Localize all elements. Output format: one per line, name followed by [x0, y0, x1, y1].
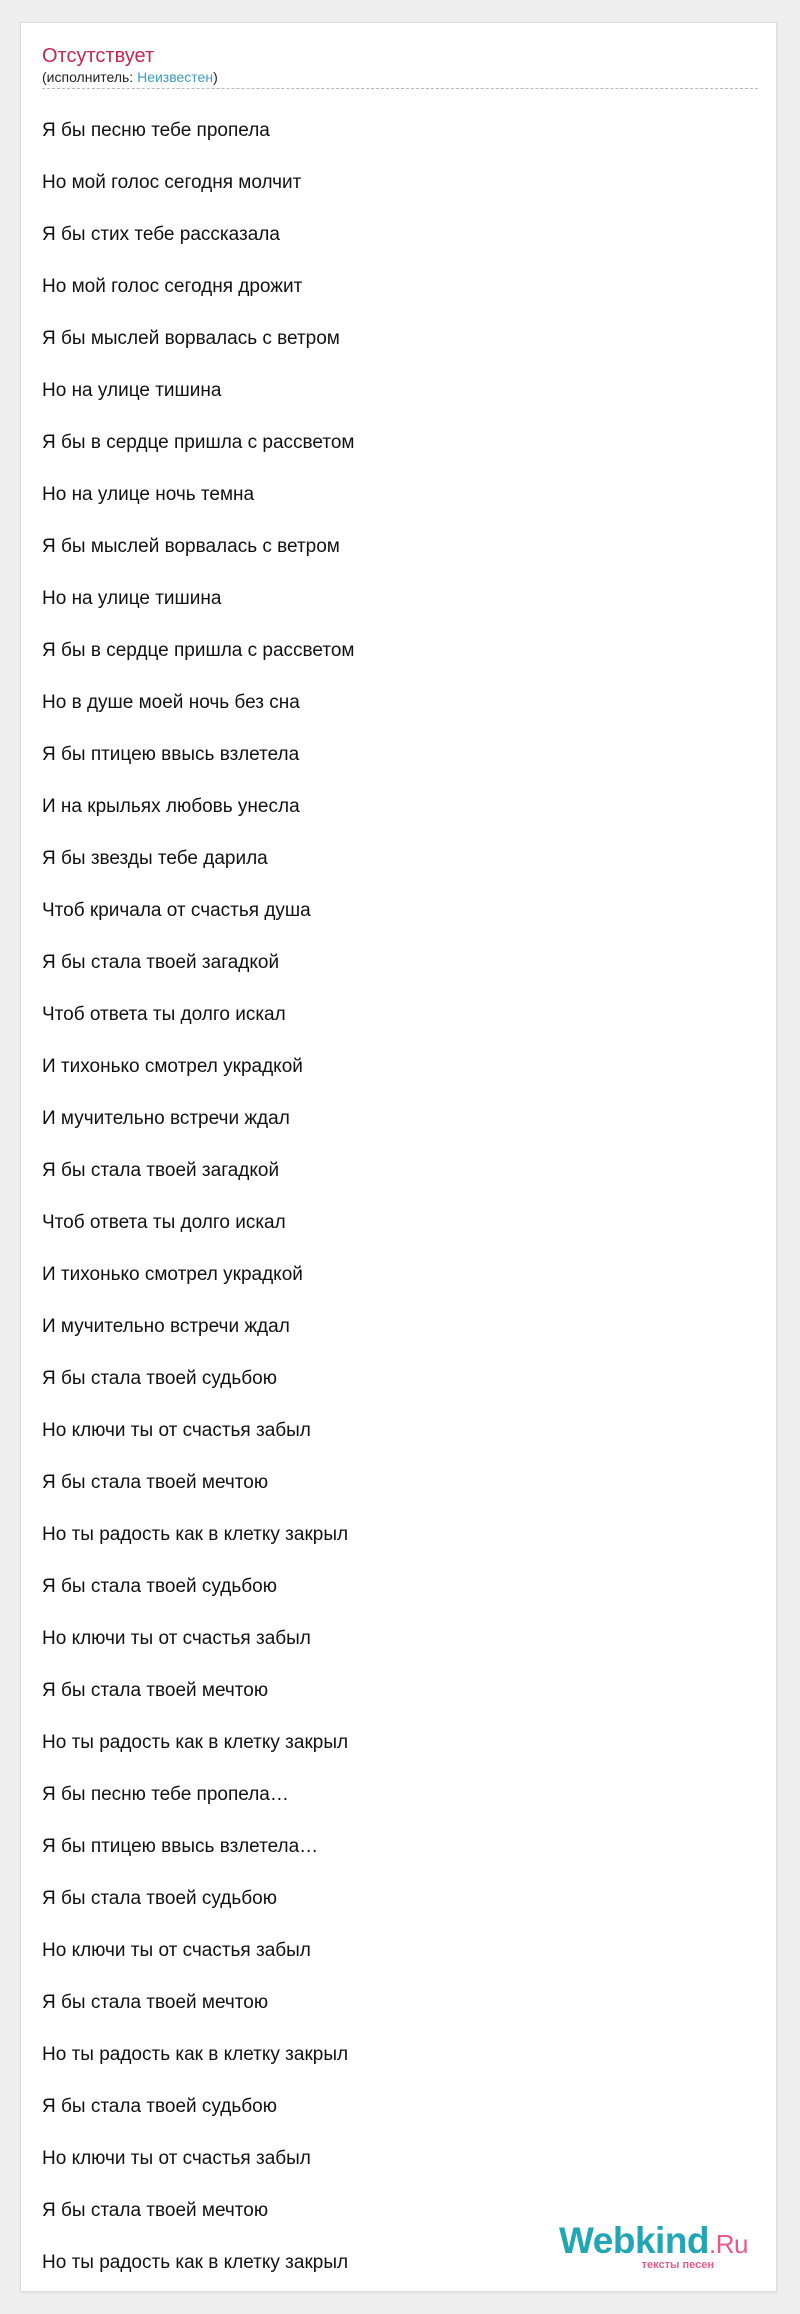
lyric-line: И мучительно встречи ждал [42, 1316, 290, 1337]
lyric-line: Я бы стала твоей судьбою [42, 2096, 277, 2117]
lyric-line: Чтоб ответа ты долго искал [42, 1004, 286, 1025]
lyric-line: И тихонько смотрел украдкой [42, 1056, 303, 1077]
lyric-line: Я бы стала твоей мечтою [42, 1472, 269, 1493]
lyric-line: Но в душе моей ночь без сна [42, 692, 300, 713]
logo-main-text: Webkind [559, 2220, 710, 2261]
lyric-line: Но ключи ты от счастья забыл [42, 1420, 311, 1441]
lyric-line: Я бы стала твоей загадкой [42, 952, 280, 973]
lyric-line: Я бы стих тебе рассказала [42, 224, 280, 245]
lyric-line: Я бы птицею ввысь взлетела [42, 744, 300, 765]
lyric-line: Но ты радость как в клетку закрыл [42, 1732, 349, 1753]
lyric-line: Но на улице тишина [42, 380, 222, 401]
lyric-line: Но ключи ты от счастья забыл [42, 2148, 311, 2169]
lyric-line: Я бы песню тебе пропела… [42, 1784, 289, 1805]
lyric-line: Я бы стала твоей мечтою [42, 2200, 269, 2221]
lyric-line: Я бы звезды тебе дарила [42, 848, 268, 869]
logo-suffix: .Ru [709, 2229, 748, 2259]
lyric-line: Я бы мыслей ворвалась с ветром [42, 328, 340, 349]
performer-line [42, 69, 758, 86]
lyrics-list [42, 105, 758, 2289]
lyric-line: Я бы стала твоей загадкой [42, 1160, 280, 1181]
lyric-line: Я бы в сердце пришла с рассветом [42, 432, 355, 453]
lyrics-card [20, 22, 777, 2292]
song-title: Отсутствует [42, 45, 155, 67]
lyric-line: Я бы песню тебе пропела [42, 120, 270, 141]
lyric-line: Чтоб кричала от счастья душа [42, 900, 311, 921]
lyric-line: Но на улице тишина [42, 588, 222, 609]
lyric-line: Я бы стала твоей мечтою [42, 1680, 269, 1701]
lyric-line: Но мой голос сегодня молчит [42, 172, 302, 193]
lyric-line: Я бы в сердце пришла с рассветом [42, 640, 355, 661]
lyric-line: Я бы стала твоей судьбою [42, 1888, 277, 1909]
performer-link[interactable]: Неизвестен [137, 69, 214, 85]
lyric-line: Но на улице ночь темна [42, 484, 255, 505]
lyric-line: Но ты радость как в клетку закрыл [42, 2252, 349, 2273]
lyric-line: Я бы стала твоей мечтою [42, 1992, 269, 2013]
lyric-line: Я бы мыслей ворвалась с ветром [42, 536, 340, 557]
site-logo[interactable] [559, 2222, 748, 2271]
lyric-line: Чтоб ответа ты долго искал [42, 1212, 286, 1233]
song-header [42, 43, 758, 89]
lyric-line: Но мой голос сегодня дрожит [42, 276, 303, 297]
performer-suffix: ) [213, 69, 218, 85]
lyric-line: И тихонько смотрел украдкой [42, 1264, 303, 1285]
logo-wordmark [559, 2222, 748, 2263]
lyric-line: Я бы птицею ввысь взлетела… [42, 1836, 319, 1857]
lyric-line: И мучительно встречи ждал [42, 1108, 290, 1129]
logo-tagline: тексты песен [641, 2259, 714, 2271]
lyric-line: Я бы стала твоей судьбою [42, 1576, 277, 1597]
performer-prefix: (исполнитель: [42, 69, 138, 85]
lyric-line: Но ключи ты от счастья забыл [42, 1628, 311, 1649]
lyric-line: Но ты радость как в клетку закрыл [42, 1524, 349, 1545]
lyric-line: Я бы стала твоей судьбою [42, 1368, 277, 1389]
lyric-line: Но ты радость как в клетку закрыл [42, 2044, 349, 2065]
lyric-line: И на крыльях любовь унесла [42, 796, 300, 817]
lyric-line: Но ключи ты от счастья забыл [42, 1940, 311, 1961]
